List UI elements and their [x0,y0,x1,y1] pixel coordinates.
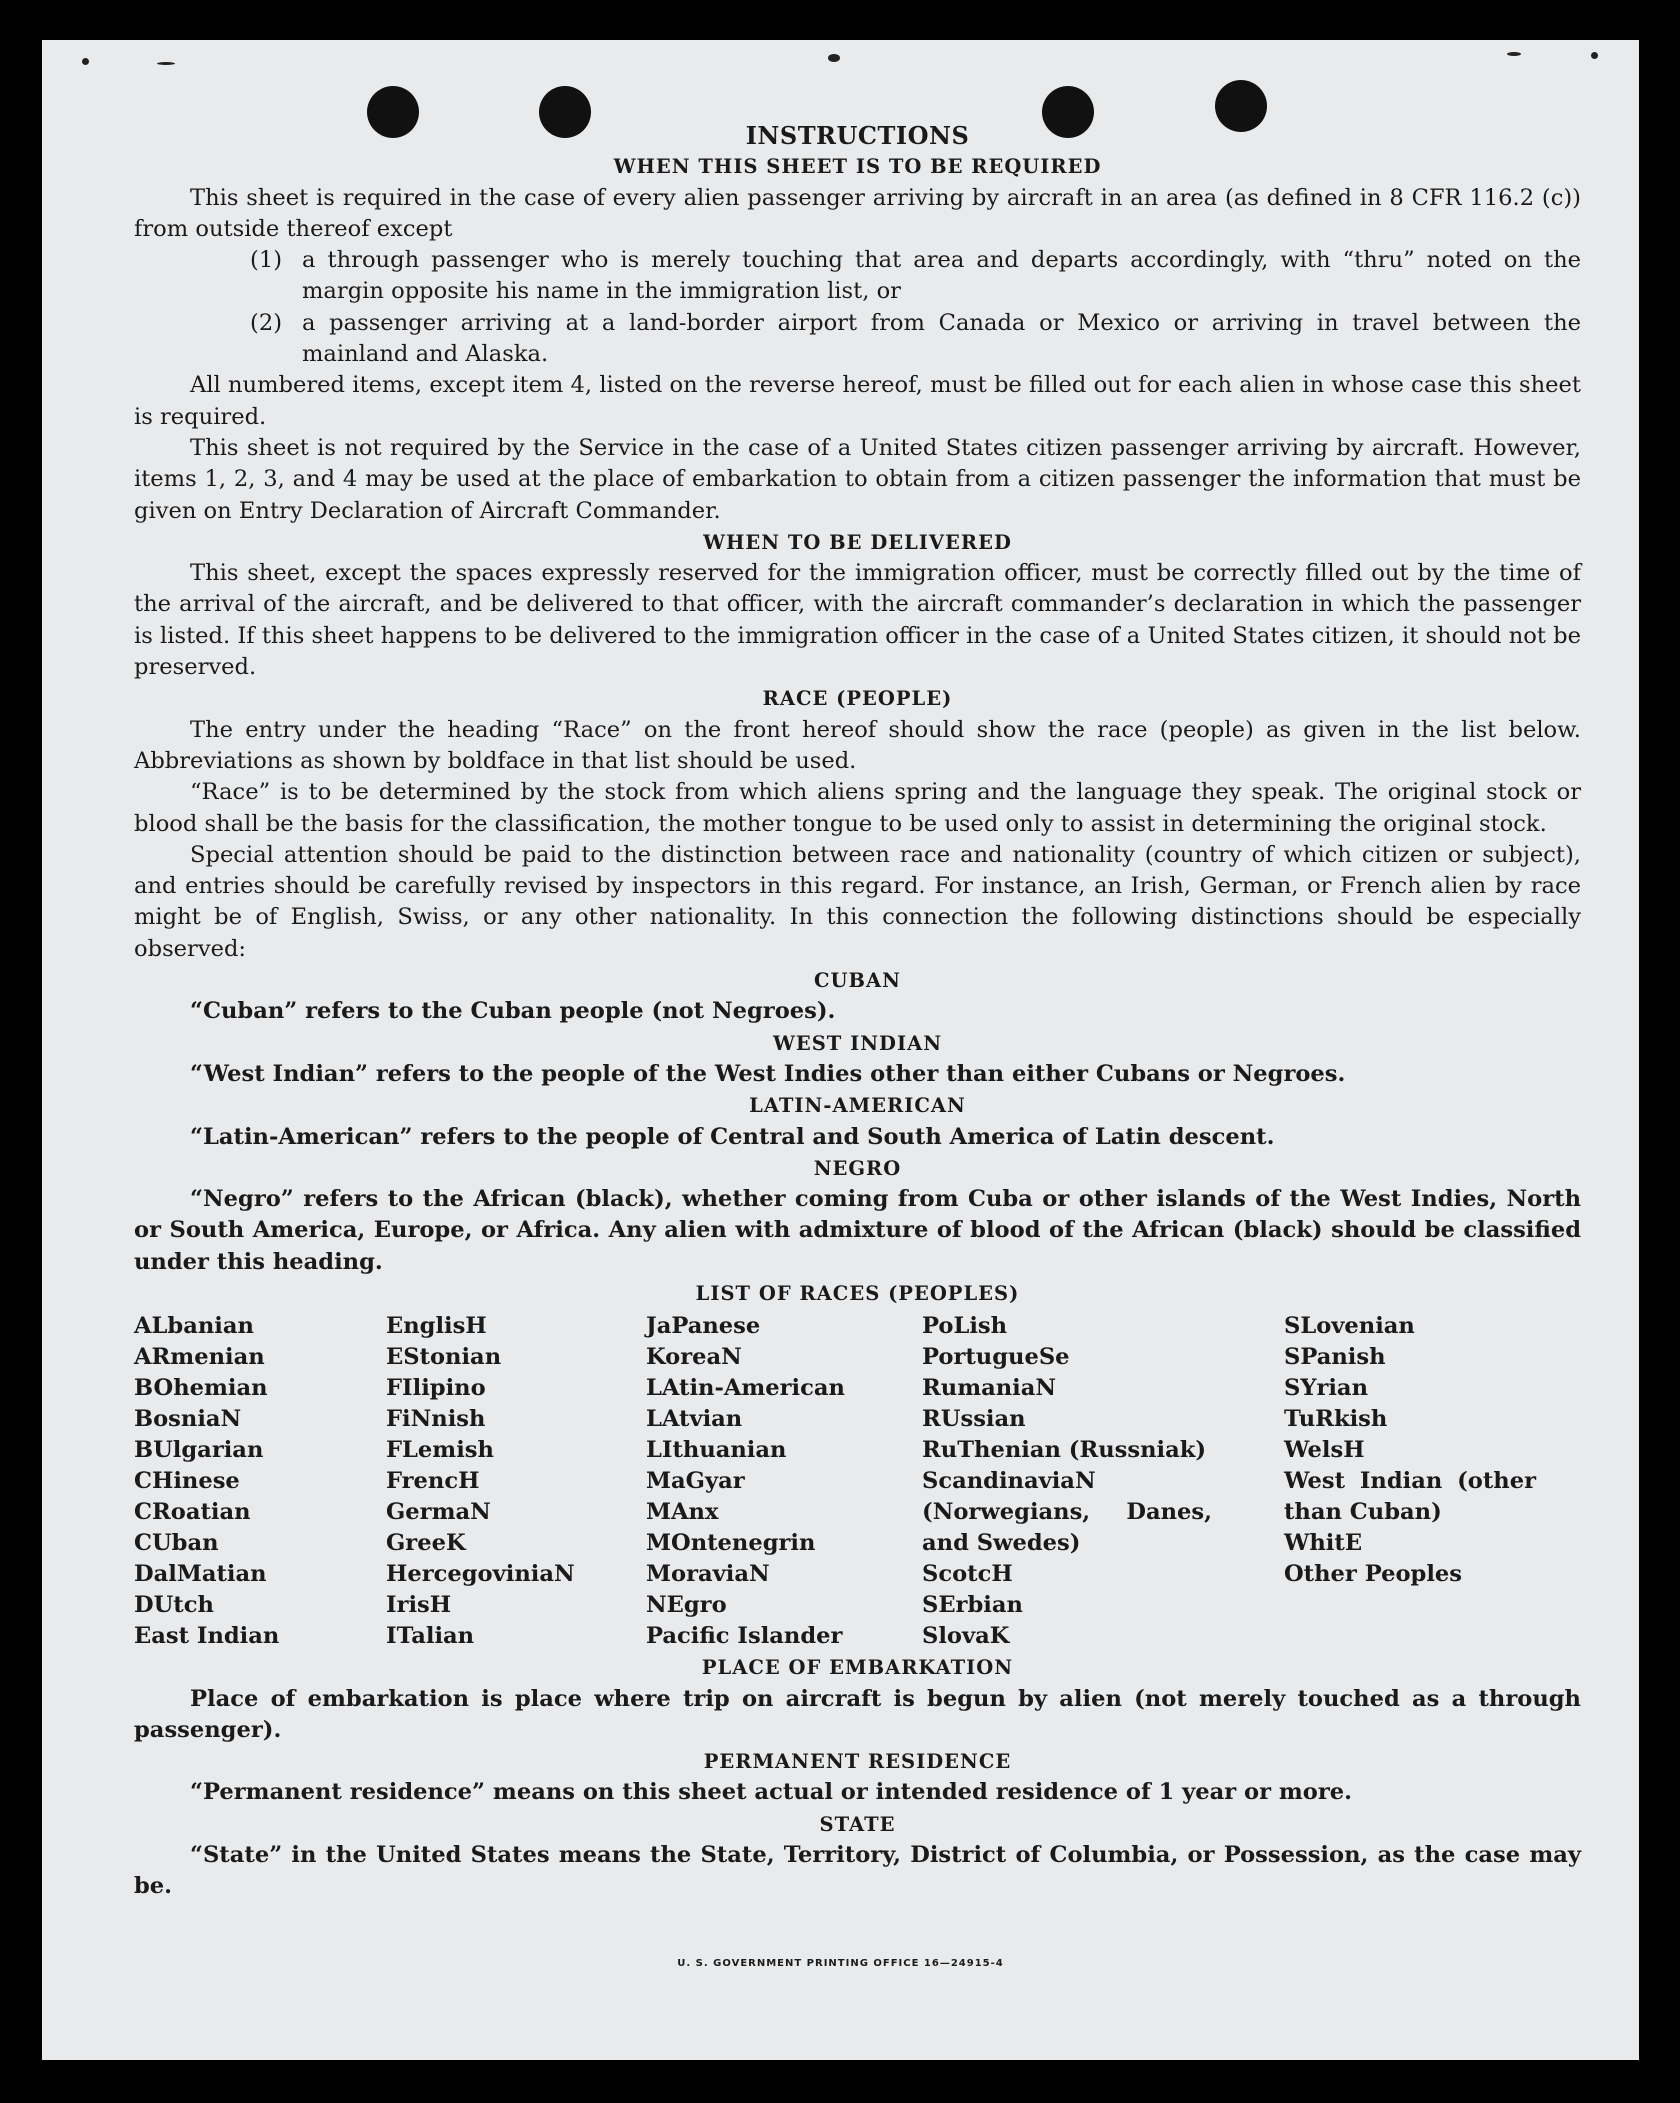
race-entry: SYrian [1284,1375,1368,1402]
race-entry: KoreaN [646,1344,742,1371]
race-entry: LAtin-American [646,1375,845,1402]
race-entry: WelsH [1284,1437,1365,1464]
item-number: (1) [250,247,283,274]
race-column-5 [1284,1311,1536,1652]
race-column-2 [386,1311,646,1652]
race-entry: DUtch [134,1592,214,1619]
race-list [134,1311,1581,1652]
dust-speck [1591,52,1598,59]
heading-west-indian: WEST INDIAN [772,1031,943,1055]
race-entry: Pacific Islander [646,1623,843,1650]
dust-speck [1507,52,1521,56]
race-entry: NEgro [646,1592,727,1619]
numbered-items-paragraph: All numbered items, except item 4, listed on the reverse hereof, must be filled out for each alien in whose case this sheet is required. [134,372,1581,430]
residence-definition: “Permanent residence” means on this sheet actual or intended residence of 1 year or more. [190,1779,1353,1806]
race-entry: LIthuanian [646,1437,787,1464]
race-entry: GreeK [386,1530,466,1557]
race-entry: SLovenian [1284,1313,1415,1340]
dust-speck [157,62,175,65]
printer-imprint: U. S. GOVERNMENT PRINTING OFFICE 16—24915-4 [677,1958,1004,1969]
race-entry: SErbian [922,1592,1023,1619]
heading-negro: NEGRO [813,1156,902,1180]
instructions-content [134,120,1581,1903]
race-entry: FrencH [386,1468,480,1495]
race-entry: FIlipino [386,1375,486,1402]
race-entry: MOntenegrin [646,1530,816,1557]
race-column-3 [646,1311,922,1652]
item-text: a passenger arriving at a land-border airport from Canada or Mexico or arriving in travel between the mainland and Alaska. [302,309,1581,368]
race-entry: TuRkish [1284,1406,1388,1433]
heading-cuban: CUBAN [814,969,901,993]
race-entry: MAnx [646,1499,719,1526]
race-entry: EStonian [386,1344,502,1371]
heading-state: STATE [819,1812,896,1836]
race-entry: MoraviaN [646,1561,770,1588]
negro-definition: “Negro” refers to the African (black), whether coming from Cuba or other islands of the West Indies, North or South America, Europe, or Africa. Any alien with admixture of blood of the African (black) should be classified under this heading. [134,1186,1581,1275]
state-definition: “State” in the United States means the State, Territory, District of Columbia, or Possession, as the case may be. [134,1842,1581,1900]
race-entry: BOhemian [134,1375,268,1402]
race-entry: HercegoviniaN [386,1561,575,1588]
race-paragraph-1: The entry under the heading “Race” on the front hereof should show the race (people) as given in the list below. Abbreviations as shown by boldface in that list should be used. [134,716,1581,774]
west-indian-definition: “West Indian” refers to the people of the West Indies other than either Cubans or Negroes. [190,1060,1346,1087]
race-entry: CRoatian [134,1499,251,1526]
race-entry: CUban [134,1530,219,1557]
race-entry: FiNnish [386,1406,486,1433]
exception-item-1 [134,245,1581,308]
race-entry: LAtvian [646,1406,743,1433]
race-column-4 [922,1311,1212,1652]
heading-when-required: WHEN THIS SHEET IS TO BE REQUIRED [613,155,1102,179]
race-entry: DalMatian [134,1561,267,1588]
race-entry: ARmenian [134,1344,265,1371]
embarkation-definition: Place of embarkation is place where trip on aircraft is begun by alien (not merely touched as a through passenger). [134,1685,1581,1743]
heading-latin-american: LATIN-AMERICAN [749,1094,966,1118]
race-entry: PoLish [922,1313,1008,1340]
race-paragraph-3: Special attention should be paid to the distinction between race and nationality (country of which citizen or subject), and entries should be carefully revised by inspectors in this regard. For instance, an Irish, German, or French alien by race might be of English, Swiss, or any other nationality. In this connection the following distinctions should be especially observed: [134,841,1581,962]
heading-permanent-residence: PERMANENT RESIDENCE [703,1750,1012,1774]
race-entry: EnglisH [386,1313,487,1340]
race-entry: JaPanese [646,1313,761,1340]
race-entry: IrisH [386,1592,452,1619]
race-entry: ITalian [386,1623,475,1650]
item-number: (2) [250,309,283,336]
when-required-intro: This sheet is required in the case of every alien passenger arriving by aircraft in an area (as defined in 8 CFR 116.2 (c)) from outside thereof except [134,184,1581,242]
race-entry: PortugueSe [922,1344,1070,1371]
race-paragraph-2: “Race” is to be determined by the stock from which aliens spring and the language they speak. The original stock or blood shall be the basis for the classification, the mother tongue to be used only to assist in determining the original stock. [134,779,1581,837]
race-entry: East Indian [134,1623,280,1650]
race-entry: WhitE [1284,1530,1363,1557]
dust-speck [828,54,840,62]
race-entry: RuThenian (Russniak) [922,1437,1207,1464]
heading-list-of-races: LIST OF RACES (PEOPLES) [695,1281,1020,1305]
latin-american-definition: “Latin-American” refers to the people of Central and South America of Latin descent. [190,1123,1275,1150]
race-entry: RUssian [922,1406,1026,1433]
race-entry: BosniaN [134,1406,242,1433]
page-title: INSTRUCTIONS [745,121,970,150]
race-entry: ScandinaviaN (Norwegians, Danes, and Swedes) [922,1468,1212,1557]
item-text: a through passenger who is merely touching that area and departs accordingly, with “thru” noted on the margin opposite his name in the immigration list, or [302,247,1581,305]
race-entry: ALbanian [134,1313,254,1340]
race-entry: SPanish [1284,1344,1386,1371]
race-entry: ScotcH [922,1561,1013,1588]
race-entry: BUlgarian [134,1437,264,1464]
race-entry: MaGyar [646,1468,745,1495]
heading-when-delivered: WHEN TO BE DELIVERED [703,530,1012,554]
race-entry: SlovaK [922,1623,1010,1650]
heading-race: RACE (PEOPLE) [762,687,953,711]
document-sheet [42,40,1639,2060]
race-column-1 [134,1311,386,1652]
cuban-definition: “Cuban” refers to the Cuban people (not Negroes). [190,998,836,1025]
citizen-paragraph: This sheet is not required by the Service in the case of a United States citizen passenger arriving by aircraft. However, items 1, 2, 3, and 4 may be used at the place of embarkation to obtain from a citizen passenger the information that must be given on Entry Declaration of Aircraft Commander. [134,434,1581,524]
race-entry: Other Peoples [1284,1561,1462,1588]
delivery-paragraph: This sheet, except the spaces expressly reserved for the immigration officer, must be correctly filled out by the time of the arrival of the aircraft, and be delivered to that officer, with the aircraft commander’s declaration in which the passenger is listed. If this sheet happens to be delivered to the immigration officer in the case of a United States citizen, it should not be preserved. [134,560,1581,681]
exception-item-2 [134,308,1581,371]
race-entry: RumaniaN [922,1375,1057,1402]
race-entry: GermaN [386,1499,491,1526]
dust-speck [82,58,89,65]
race-entry: West Indian (other than Cuban) [1284,1468,1536,1526]
race-entry: CHinese [134,1468,240,1495]
race-entry: FLemish [386,1437,494,1464]
heading-embarkation: PLACE OF EMBARKATION [701,1656,1014,1680]
